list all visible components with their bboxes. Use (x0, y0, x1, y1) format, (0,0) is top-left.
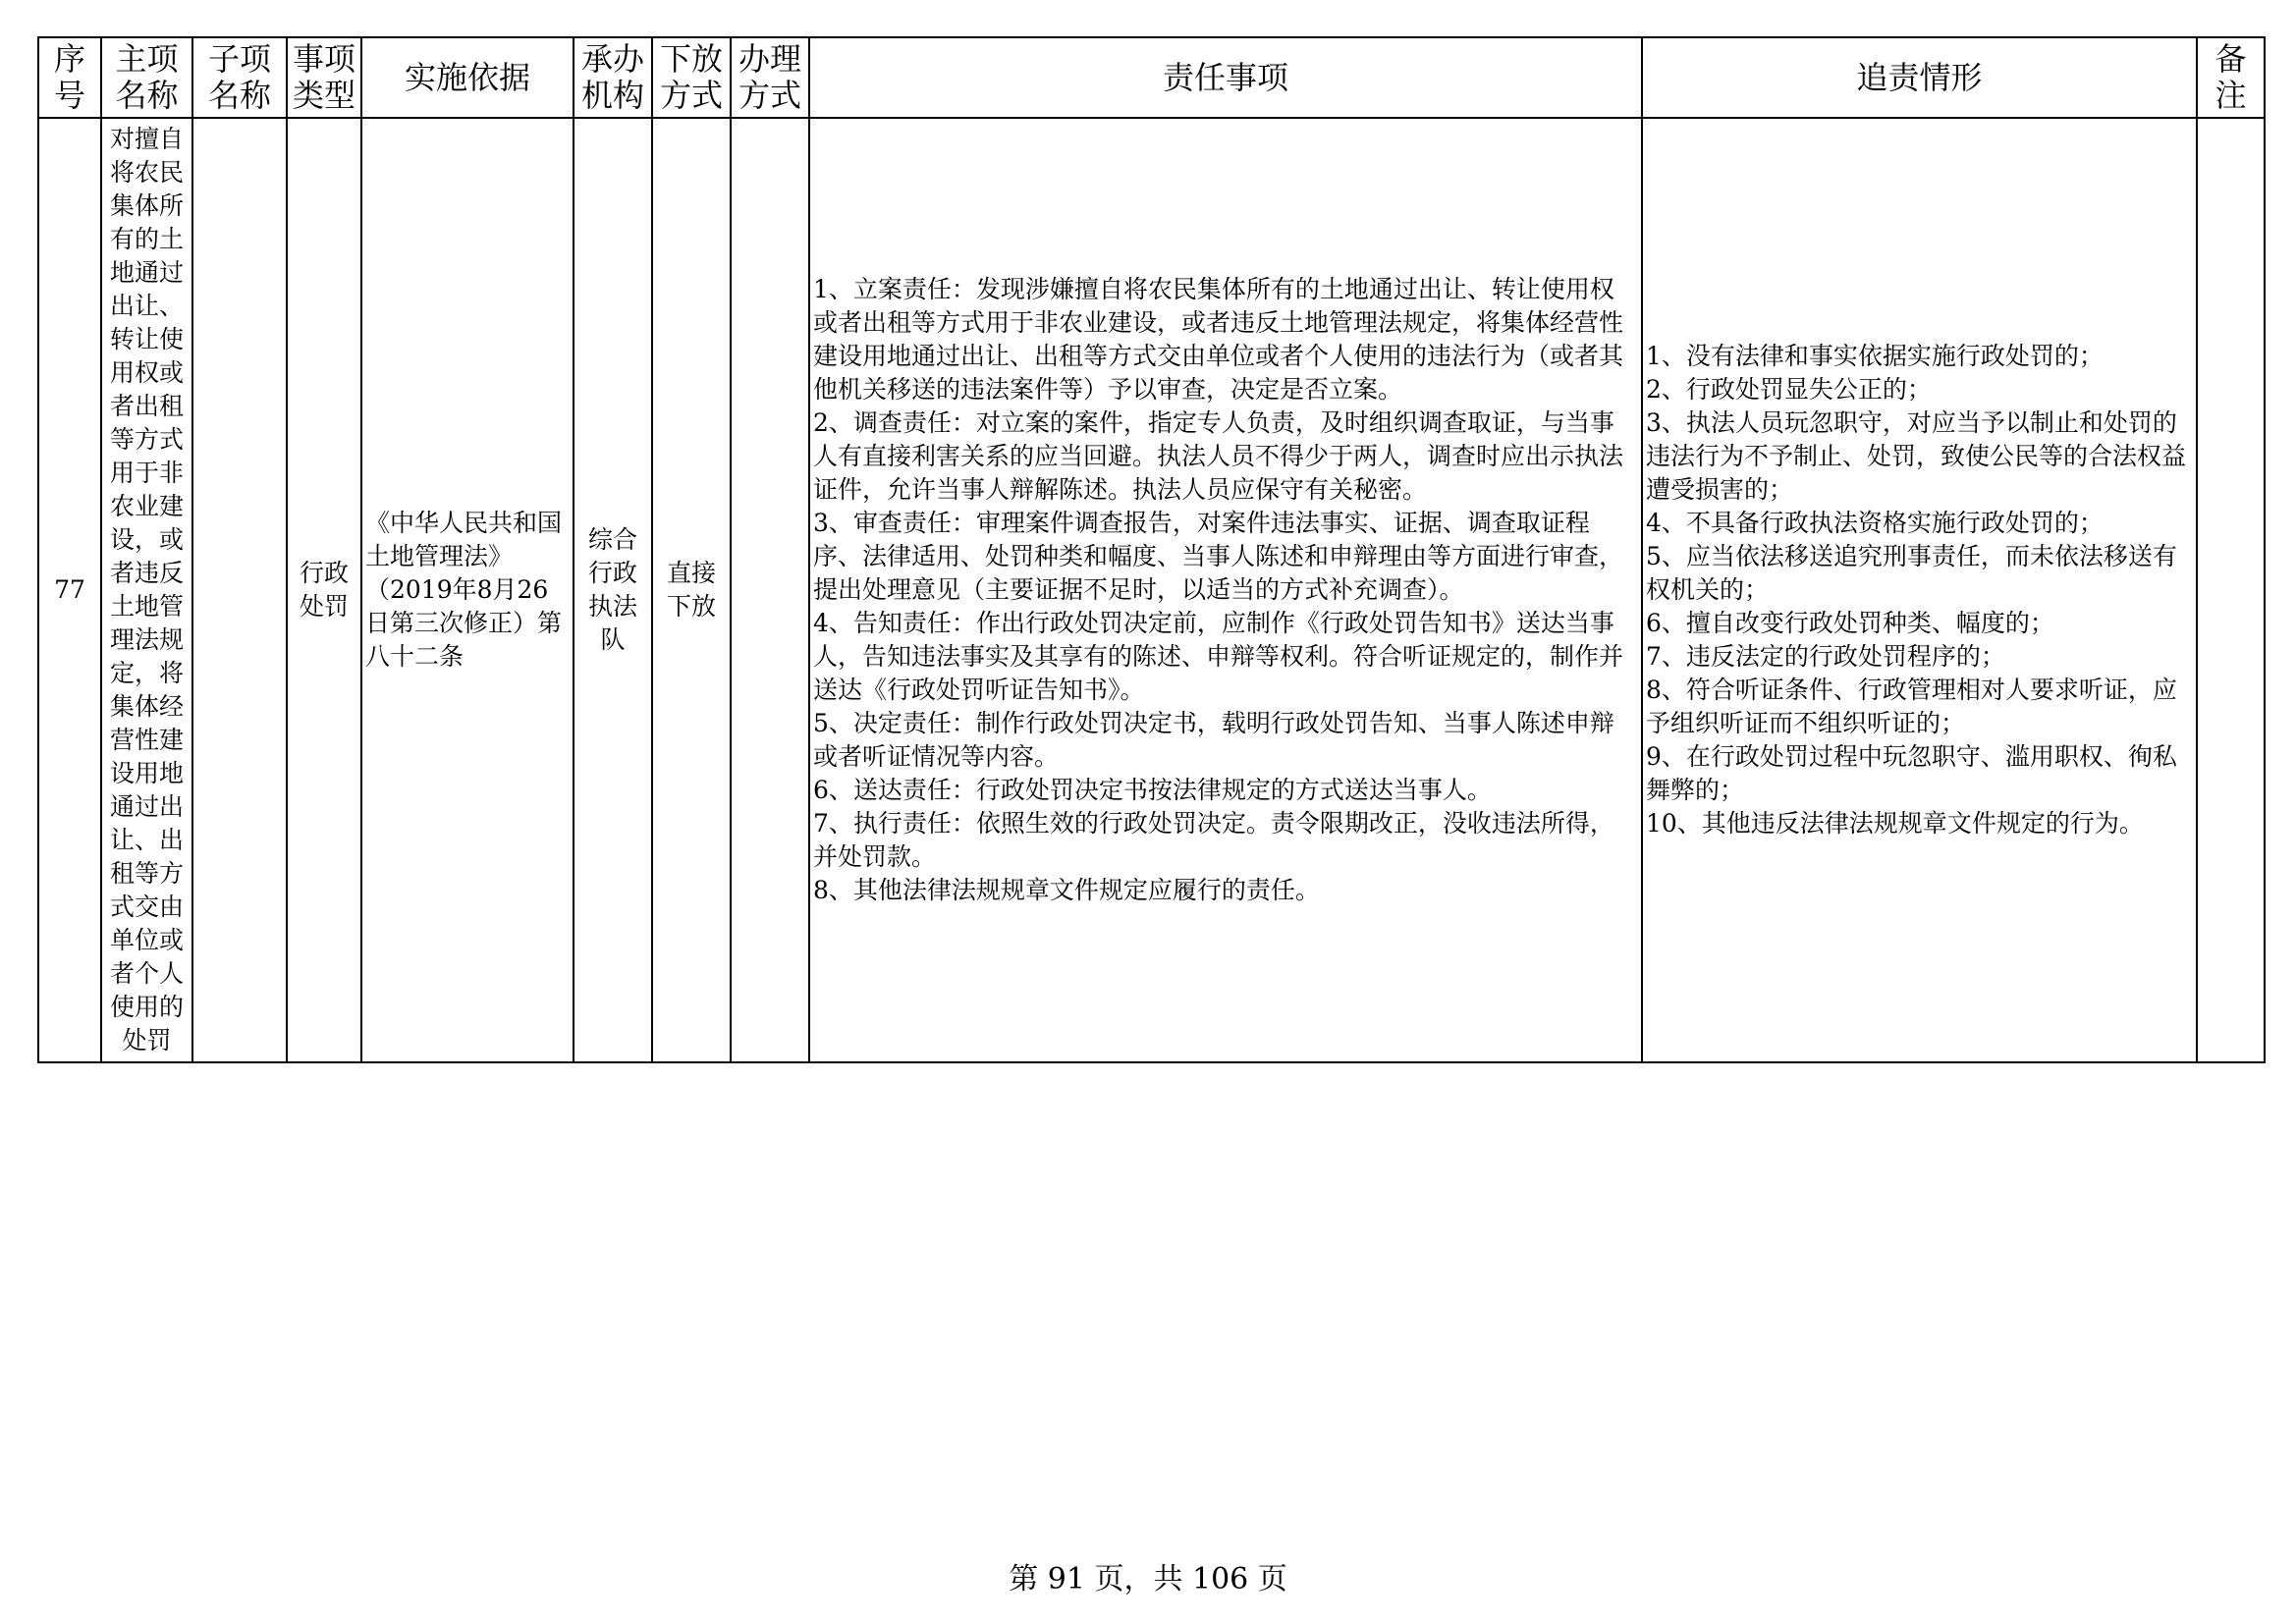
cell-sub-item (192, 118, 287, 1062)
responsibility-item: 4、告知责任：作出行政处罚决定前，应制作《行政处罚告知书》送达当事人，告知违法事实及其享有的陈述、申辩等权利。符合听证规定的，制作并送达《行政处罚听证告知书》。 (813, 609, 1624, 704)
header-main-item: 主项名称 (101, 37, 192, 118)
header-basis: 实施依据 (361, 37, 574, 118)
page-number: 第 91 页，共 106 页 (1009, 1562, 1287, 1596)
header-sub-item: 子项名称 (192, 37, 287, 118)
header-delegation: 下放方式 (652, 37, 731, 118)
header-agency: 承办机构 (574, 37, 652, 118)
cell-handling (731, 118, 809, 1062)
header-item-type: 事项类型 (287, 37, 361, 118)
accountability-item: 4、不具备行政执法资格实施行政处罚的； (1646, 509, 2104, 537)
cell-basis: 《中华人民共和国土地管理法》（2019年8月26日第三次修正）第八十二条 (361, 118, 574, 1062)
responsibility-item: 1、立案责任：发现涉嫌擅自将农民集体所有的土地通过出让、转让使用权或者出租等方式用于非农业建设，或者违反土地管理法规定，将集体经营性建设用地通过出让、出租等方式交由单位或者个人使用的违法行为（或者其他机关移送的违法案件等）予以审查，决定是否立案。 (813, 275, 1624, 404)
accountability-item: 10、其他违反法律法规规章文件规定的行为。 (1646, 809, 2144, 838)
accountability-item: 3、执法人员玩忽职守，对应当予以制止和处罚的违法行为不予制止、处罚，致使公民等的合法权益遭受损害的； (1646, 408, 2187, 504)
responsibility-item: 8、其他法律法规规章文件规定应履行的责任。 (813, 876, 1320, 904)
table-row (38, 118, 2265, 1062)
responsibility-item: 6、送达责任：行政处罚决定书按法律规定的方式送达当事人。 (813, 776, 1492, 804)
cell-agency: 综合行政执法队 (574, 118, 652, 1062)
cell-main-item: 对擅自将农民集体所有的土地通过出让、转让使用权或者出租等方式用于非农业建设，或者违反土地管理法规定，将集体经营性建设用地通过出让、出租等方式交由单位或者个人使用的处罚 (101, 118, 192, 1062)
cell-accountability (1642, 118, 2197, 1062)
duty-list-table (37, 36, 2266, 1063)
header-row (38, 37, 2265, 118)
header-remark: 备注 (2197, 37, 2265, 118)
header-responsibility: 责任事项 (809, 37, 1642, 118)
accountability-item: 2、行政处罚显失公正的； (1646, 375, 1932, 404)
responsibility-item: 7、执行责任：依照生效的行政处罚决定。责令限期改正，没收违法所得，并处罚款。 (813, 809, 1614, 871)
cell-delegation: 直接下放 (652, 118, 731, 1062)
header-handling: 办理方式 (731, 37, 809, 118)
cell-remark (2197, 118, 2265, 1062)
accountability-item: 6、擅自改变行政处罚种类、幅度的； (1646, 609, 2054, 637)
accountability-item: 5、应当依法移送追究刑事责任，而未依法移送有权机关的； (1646, 542, 2177, 604)
header-seq: 序号 (38, 37, 101, 118)
cell-seq: 77 (38, 118, 101, 1062)
accountability-item: 7、违反法定的行政处罚程序的； (1646, 642, 2005, 671)
cell-responsibility (809, 118, 1642, 1062)
responsibility-item: 3、审查责任：审理案件调查报告，对案件违法事实、证据、调查取证程序、法律适用、处罚种类和幅度、当事人陈述和申辩理由等方面进行审查，提出处理意见（主要证据不足时，以适当的方式补充调查）。 (813, 509, 1624, 604)
accountability-item: 8、符合听证条件、行政管理相对人要求听证，应予组织听证而不组织听证的； (1646, 676, 2177, 737)
accountability-item: 9、在行政处罚过程中玩忽职守、滥用职权、徇私舞弊的； (1646, 742, 2177, 804)
accountability-item: 1、没有法律和事实依据实施行政处罚的； (1646, 342, 2104, 370)
cell-item-type: 行政处罚 (287, 118, 361, 1062)
responsibility-item: 2、调查责任：对立案的案件，指定专人负责，及时组织调查取证，与当事人有直接利害关系的应当回避。执法人员不得少于两人，调查时应出示执法证件，允许当事人辩解陈述。执法人员应保守有关秘密。 (813, 408, 1624, 504)
responsibility-item: 5、决定责任：制作行政处罚决定书，载明行政处罚告知、当事人陈述申辩或者听证情况等内容。 (813, 709, 1614, 771)
header-accountability: 追责情形 (1642, 37, 2197, 118)
